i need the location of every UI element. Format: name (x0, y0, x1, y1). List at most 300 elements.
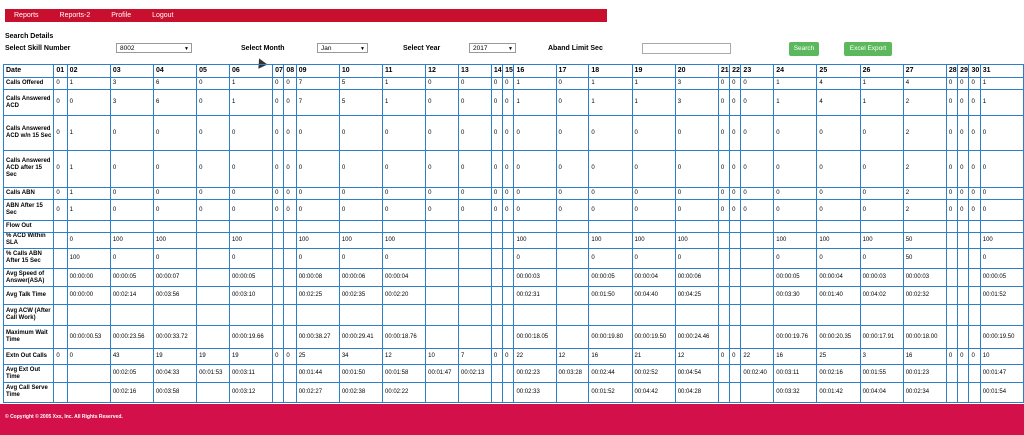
table-cell: 00:01:52 (980, 287, 1023, 305)
table-cell (730, 326, 741, 349)
table-cell: 0 (67, 232, 110, 248)
table-cell (946, 221, 957, 233)
table-cell: 00:00:29.41 (339, 326, 382, 349)
table-cell: 0 (153, 248, 196, 268)
table-cell: 0 (503, 187, 514, 200)
table-cell (197, 305, 230, 326)
table-cell: 00:04:04 (860, 382, 903, 402)
table-cell: 00:00:07 (153, 268, 196, 287)
table-cell (503, 365, 514, 383)
table-cell: 0 (54, 90, 67, 116)
table-cell: 0 (296, 200, 339, 221)
table-cell: 0 (458, 77, 491, 90)
table-cell: 0 (718, 349, 729, 365)
table-cell: 0 (514, 248, 556, 268)
table-cell (774, 221, 817, 233)
table-cell (197, 248, 230, 268)
table-cell: 21 (632, 349, 675, 365)
table-cell: 0 (110, 200, 153, 221)
table-cell (903, 305, 946, 326)
table-cell (491, 382, 502, 402)
table-cell (675, 221, 718, 233)
table-cell: 0 (718, 200, 729, 221)
row-label: Calls Answered ACD (4, 90, 54, 116)
table-cell (284, 248, 296, 268)
table-row (4, 365, 1024, 383)
table-cell: 0 (514, 151, 556, 188)
table-cell: 7 (458, 349, 491, 365)
table-cell (774, 305, 817, 326)
nav-logout[interactable]: Logout (152, 12, 174, 19)
row-label: % Calls ABN After 15 Sec (4, 248, 54, 268)
table-cell: 0 (67, 90, 110, 116)
table-cell: 0 (969, 116, 980, 151)
table-cell (589, 221, 632, 233)
table-cell (718, 326, 729, 349)
table-cell: 0 (860, 151, 903, 188)
table-cell (514, 305, 556, 326)
day-column-header: 03 (110, 65, 153, 78)
table-cell: 1 (589, 90, 632, 116)
table-cell (556, 268, 589, 287)
table-cell: 50 (903, 248, 946, 268)
day-column-header: 15 (503, 65, 514, 78)
table-cell (718, 268, 729, 287)
table-cell: 00:04:25 (675, 287, 718, 305)
search-details-title: Search Details (5, 33, 54, 40)
table-cell: 0 (54, 116, 67, 151)
table-cell: 6 (153, 90, 196, 116)
table-cell: 00:00:18.76 (382, 326, 425, 349)
table-cell (969, 287, 980, 305)
table-cell: 34 (339, 349, 382, 365)
day-column-header: 27 (903, 65, 946, 78)
table-cell: 0 (339, 187, 382, 200)
skill-select[interactable] (116, 43, 192, 53)
table-cell: 0 (110, 187, 153, 200)
table-cell (675, 305, 718, 326)
table-cell: 0 (339, 151, 382, 188)
row-label: ABN After 15 Sec (4, 200, 54, 221)
day-column-header: 13 (458, 65, 491, 78)
chevron-down-icon: ▼ (508, 46, 513, 52)
table-cell: 100 (382, 232, 425, 248)
day-column-header: 30 (969, 65, 980, 78)
table-cell: 0 (969, 200, 980, 221)
table-cell (491, 221, 502, 233)
table-cell (946, 232, 957, 248)
table-cell: 0 (491, 200, 502, 221)
year-select[interactable] (469, 43, 516, 53)
table-cell: 12 (382, 349, 425, 365)
table-cell: 0 (946, 187, 957, 200)
table-cell: 00:02:32 (903, 287, 946, 305)
table-cell: 0 (273, 116, 284, 151)
table-cell: 0 (718, 187, 729, 200)
table-cell: 22 (514, 349, 556, 365)
table-cell: 1 (632, 77, 675, 90)
table-cell: 00:02:52 (632, 365, 675, 383)
table-cell: 00:00:19.50 (980, 326, 1023, 349)
table-cell: 25 (817, 349, 860, 365)
table-cell (197, 382, 230, 402)
table-cell: 0 (426, 151, 459, 188)
table-cell: 0 (980, 116, 1023, 151)
table-cell: 0 (491, 116, 502, 151)
table-cell: 00:02:25 (296, 287, 339, 305)
table-cell: 43 (110, 349, 153, 365)
table-cell: 00:01:40 (817, 287, 860, 305)
table-cell: 0 (774, 248, 817, 268)
table-cell (741, 326, 774, 349)
table-cell (503, 305, 514, 326)
table-cell (54, 221, 67, 233)
skill-label: Select Skill Number (5, 45, 71, 52)
month-select-value: Jan (321, 45, 332, 52)
table-cell (67, 305, 110, 326)
day-column-header: 18 (589, 65, 632, 78)
day-column-header: 22 (730, 65, 741, 78)
table-cell: 0 (491, 77, 502, 90)
table-cell: 00:00:03 (860, 268, 903, 287)
day-column-header: 05 (197, 65, 230, 78)
table-cell (503, 382, 514, 402)
table-cell (54, 248, 67, 268)
report-table (3, 64, 1024, 403)
table-cell (284, 232, 296, 248)
table-cell (491, 248, 502, 268)
table-cell: 00:01:23 (903, 365, 946, 383)
table-cell: 00:02:35 (339, 287, 382, 305)
table-cell: 00:01:50 (589, 287, 632, 305)
table-cell: 00:02:23 (514, 365, 556, 383)
table-cell: 00:00:06 (339, 268, 382, 287)
table-cell: 0 (556, 77, 589, 90)
table-cell: 00:00:33.72 (153, 326, 196, 349)
table-cell: 1 (860, 90, 903, 116)
table-cell: 0 (503, 77, 514, 90)
day-column-header: 11 (382, 65, 425, 78)
nav-reports[interactable]: Reports (14, 12, 39, 19)
table-cell (958, 326, 969, 349)
table-cell: 0 (730, 187, 741, 200)
year-select-value: 2017 (473, 45, 488, 52)
table-row (4, 200, 1024, 221)
table-cell: 0 (284, 187, 296, 200)
table-cell (730, 248, 741, 268)
table-cell: 0 (675, 248, 718, 268)
table-cell: 00:03:12 (229, 382, 272, 402)
table-cell (718, 248, 729, 268)
table-cell: 0 (741, 187, 774, 200)
table-cell: 00:01:42 (817, 382, 860, 402)
search-button[interactable]: Search (789, 42, 819, 56)
table-cell (426, 326, 459, 349)
table-cell: 00:00:04 (632, 268, 675, 287)
table-cell (284, 305, 296, 326)
nav-profile[interactable]: Profile (111, 12, 132, 19)
table-cell: 0 (774, 151, 817, 188)
day-column-header: 23 (741, 65, 774, 78)
day-column-header: 31 (980, 65, 1023, 78)
table-cell (514, 221, 556, 233)
table-cell (730, 287, 741, 305)
table-cell (589, 305, 632, 326)
table-cell (741, 221, 774, 233)
table-cell: 0 (197, 187, 230, 200)
table-cell: 0 (774, 187, 817, 200)
table-cell: 0 (110, 248, 153, 268)
table-cell: 00:03:11 (229, 365, 272, 383)
table-cell: 0 (54, 151, 67, 188)
table-cell (730, 232, 741, 248)
table-cell: 00:00:03 (903, 268, 946, 287)
table-cell: 0 (382, 200, 425, 221)
table-cell: 100 (817, 232, 860, 248)
row-label: Avg Ext Out Time (4, 365, 54, 383)
day-column-header: 06 (229, 65, 272, 78)
aband-limit-input[interactable] (642, 43, 731, 54)
table-cell: 00:02:44 (589, 365, 632, 383)
table-cell: 12 (675, 349, 718, 365)
table-cell: 0 (556, 116, 589, 151)
table-cell (741, 305, 774, 326)
table-cell (458, 305, 491, 326)
table-cell (197, 287, 230, 305)
table-cell: 5 (339, 90, 382, 116)
table-cell (426, 305, 459, 326)
table-cell: 100 (589, 232, 632, 248)
table-cell: 00:01:54 (980, 382, 1023, 402)
table-cell: 7 (296, 77, 339, 90)
table-cell: 00:04:42 (632, 382, 675, 402)
table-cell: 0 (958, 116, 969, 151)
table-row (4, 382, 1024, 402)
table-cell: 0 (556, 200, 589, 221)
table-cell: 0 (503, 90, 514, 116)
table-cell: 0 (284, 116, 296, 151)
row-label: Maximum Wait Time (4, 326, 54, 349)
table-cell: 1 (774, 90, 817, 116)
table-cell (958, 365, 969, 383)
table-cell: 100 (675, 232, 718, 248)
table-cell: 100 (296, 232, 339, 248)
day-column-header: 04 (153, 65, 196, 78)
row-label: Calls Offered (4, 77, 54, 90)
table-cell: 00:02:40 (741, 365, 774, 383)
month-select[interactable] (317, 43, 368, 53)
table-cell: 0 (730, 200, 741, 221)
table-cell (426, 287, 459, 305)
table-cell (969, 248, 980, 268)
table-cell: 100 (514, 232, 556, 248)
table-cell (958, 221, 969, 233)
table-cell: 00:00:19.80 (589, 326, 632, 349)
table-cell (632, 305, 675, 326)
table-cell: 1 (229, 77, 272, 90)
table-cell: 0 (946, 151, 957, 188)
table-cell (556, 287, 589, 305)
table-cell (273, 287, 284, 305)
table-cell: 0 (817, 151, 860, 188)
excel-export-button[interactable]: Excel Export (844, 42, 892, 56)
table-cell (382, 305, 425, 326)
table-cell: 1 (514, 90, 556, 116)
table-cell (284, 268, 296, 287)
skill-select-value: 8002 (120, 45, 135, 52)
table-cell: 0 (675, 200, 718, 221)
table-cell: 0 (284, 90, 296, 116)
row-label: % ACD Within SLA (4, 232, 54, 248)
table-row (4, 221, 1024, 233)
table-cell: 00:01:47 (980, 365, 1023, 383)
table-cell: 00:02:16 (817, 365, 860, 383)
table-cell (958, 248, 969, 268)
table-cell: 1 (980, 90, 1023, 116)
table-cell: 0 (229, 200, 272, 221)
table-cell (382, 221, 425, 233)
table-cell: 00:00:20.35 (817, 326, 860, 349)
table-cell: 0 (296, 248, 339, 268)
table-cell: 0 (229, 187, 272, 200)
table-cell: 0 (958, 187, 969, 200)
table-cell: 0 (153, 187, 196, 200)
nav-reports-2[interactable]: Reports-2 (59, 12, 91, 19)
table-cell: 0 (514, 116, 556, 151)
table-cell: 0 (296, 187, 339, 200)
day-column-header: 21 (718, 65, 729, 78)
table-cell: 0 (382, 248, 425, 268)
table-cell: 0 (491, 187, 502, 200)
table-cell (296, 305, 339, 326)
table-cell: 1 (67, 77, 110, 90)
table-cell: 00:03:32 (774, 382, 817, 402)
table-cell: 0 (741, 151, 774, 188)
table-cell: 00:00:06 (675, 268, 718, 287)
table-cell: 0 (774, 116, 817, 151)
table-cell (556, 326, 589, 349)
table-cell: 0 (54, 77, 67, 90)
table-cell (969, 232, 980, 248)
table-cell: 0 (273, 151, 284, 188)
table-cell: 00:02:33 (514, 382, 556, 402)
row-label: Flow Out (4, 221, 54, 233)
table-cell: 100 (339, 232, 382, 248)
table-cell: 00:02:31 (514, 287, 556, 305)
table-cell: 0 (110, 116, 153, 151)
table-cell: 2 (903, 90, 946, 116)
table-cell (718, 305, 729, 326)
table-cell: 0 (339, 116, 382, 151)
table-cell (969, 305, 980, 326)
table-cell: 100 (153, 232, 196, 248)
table-cell: 100 (860, 232, 903, 248)
table-cell: 00:02:38 (339, 382, 382, 402)
table-cell: 00:02:27 (296, 382, 339, 402)
table-cell: 0 (632, 200, 675, 221)
table-cell: 100 (67, 248, 110, 268)
table-cell: 0 (296, 151, 339, 188)
table-row (4, 268, 1024, 287)
table-cell: 00:00:00 (67, 268, 110, 287)
table-cell (730, 365, 741, 383)
table-cell: 0 (730, 349, 741, 365)
table-cell: 0 (675, 151, 718, 188)
table-cell (284, 326, 296, 349)
day-column-header: 08 (284, 65, 296, 78)
row-label: Calls Answered ACD after 15 Sec (4, 151, 54, 188)
table-cell (556, 382, 589, 402)
table-cell: 00:01:55 (860, 365, 903, 383)
table-cell: 1 (67, 200, 110, 221)
table-cell (110, 305, 153, 326)
table-cell: 0 (817, 200, 860, 221)
table-cell (197, 326, 230, 349)
table-cell: 1 (67, 187, 110, 200)
table-cell: 00:03:30 (774, 287, 817, 305)
table-cell: 00:04:02 (860, 287, 903, 305)
table-cell: 0 (969, 187, 980, 200)
table-cell (458, 221, 491, 233)
table-cell: 0 (503, 349, 514, 365)
table-cell (741, 268, 774, 287)
table-cell: 0 (197, 90, 230, 116)
table-cell: 0 (426, 77, 459, 90)
table-cell: 0 (860, 200, 903, 221)
table-cell: 0 (980, 187, 1023, 200)
table-cell (284, 365, 296, 383)
table-cell: 00:00:19.66 (229, 326, 272, 349)
table-row (4, 151, 1024, 188)
table-cell: 0 (426, 200, 459, 221)
table-cell: 00:04:40 (632, 287, 675, 305)
table-cell (458, 382, 491, 402)
table-cell (197, 268, 230, 287)
table-cell: 100 (774, 232, 817, 248)
table-cell: 00:02:13 (458, 365, 491, 383)
table-cell: 00:00:00 (67, 287, 110, 305)
table-cell: 0 (958, 90, 969, 116)
table-cell: 00:01:58 (382, 365, 425, 383)
table-cell: 0 (503, 151, 514, 188)
table-cell (503, 221, 514, 233)
table-cell: 0 (273, 349, 284, 365)
table-cell: 0 (958, 349, 969, 365)
table-row (4, 90, 1024, 116)
day-column-header: 19 (632, 65, 675, 78)
table-cell: 0 (675, 116, 718, 151)
copyright-text: © Copyright © 2005 Xxx, Inc. All Rights Reserved. (5, 414, 123, 420)
table-cell: 100 (632, 232, 675, 248)
table-cell: 3 (675, 77, 718, 90)
table-cell: 0 (382, 151, 425, 188)
table-cell: 0 (273, 77, 284, 90)
table-cell: 00:02:20 (382, 287, 425, 305)
table-cell: 0 (730, 77, 741, 90)
table-cell (273, 221, 284, 233)
table-cell (54, 268, 67, 287)
table-cell: 0 (458, 116, 491, 151)
table-cell: 0 (718, 116, 729, 151)
table-cell: 0 (718, 151, 729, 188)
table-cell: 00:01:52 (589, 382, 632, 402)
day-column-header: 10 (339, 65, 382, 78)
table-cell: 0 (969, 349, 980, 365)
table-cell (458, 287, 491, 305)
table-cell: 19 (229, 349, 272, 365)
table-cell (946, 305, 957, 326)
table-cell (556, 232, 589, 248)
